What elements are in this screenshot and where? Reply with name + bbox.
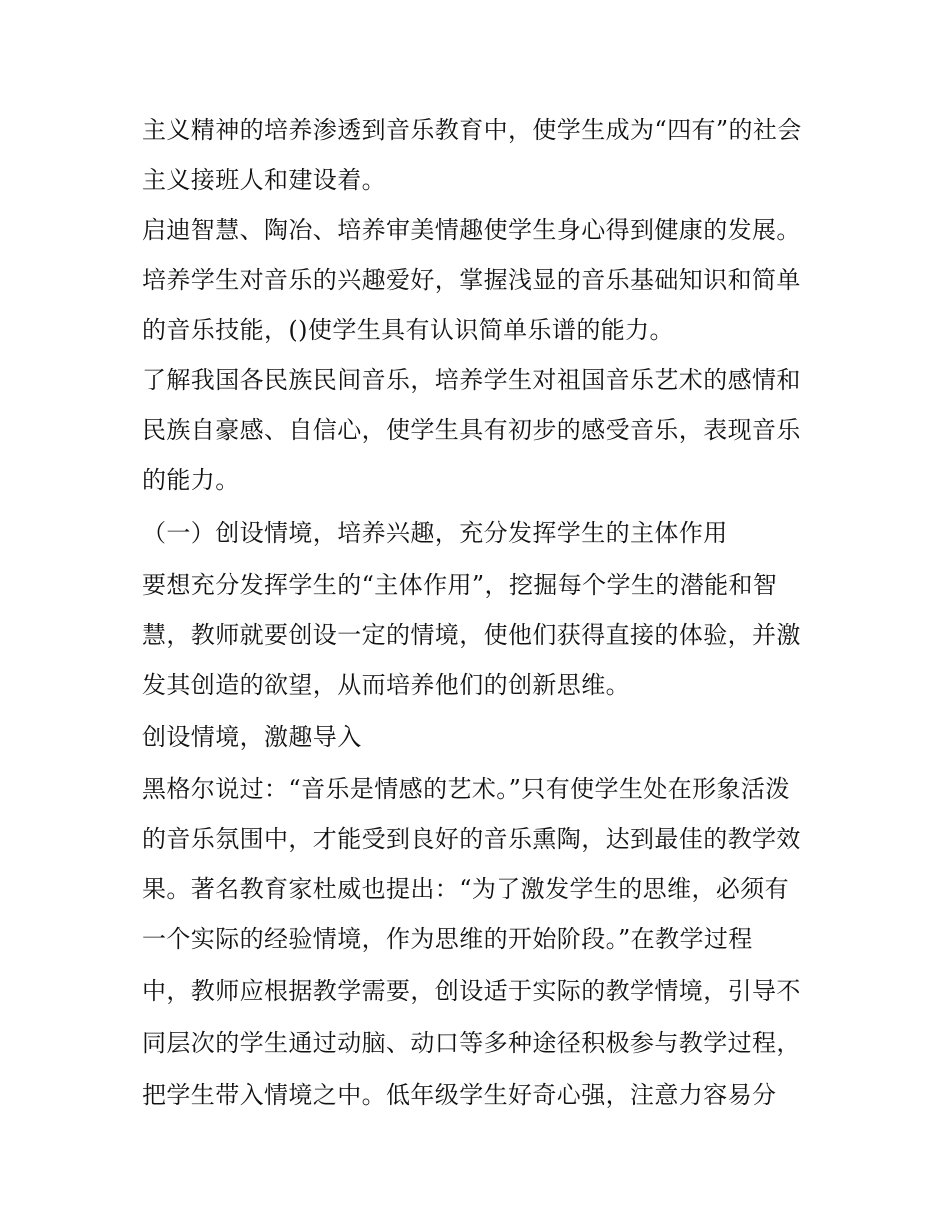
- text-line: 把学生带入情境之中。低年级学生好奇心强，注意力容易分: [142, 1081, 777, 1109]
- text-line: 黑格尔说过：“音乐是情感的艺术。”只有使学生处在形象活泼: [142, 775, 790, 803]
- text-line: 主义精神的培养渗透到音乐教育中，使学生成为“四有”的社会: [142, 116, 802, 144]
- text-line: 的能力。: [142, 466, 240, 494]
- text-line: 要想充分发挥学生的“主体作用”，挖掘每个学生的潜能和智: [142, 571, 778, 599]
- text-line: 果。著名教育家杜威也提出：“为了激发学生的思维，必须有: [142, 875, 790, 903]
- text-line: 慧，教师就要创设一定的情境，使他们获得直接的体验，并激: [142, 621, 801, 649]
- section-heading: （一）创设情境，培养兴趣，充分发挥学生的主体作用: [142, 519, 728, 547]
- text-line: 启迪智慧、陶冶、培养审美情趣使学生身心得到健康的发展。: [142, 216, 801, 244]
- text-line: 一个实际的经验情境，作为思维的开始阶段。”在教学过程: [142, 925, 753, 953]
- text-line: 主义接班人和建设着。: [142, 166, 386, 194]
- text-line: 中，教师应根据教学需要，创设适于实际的教学情境，引导不: [142, 977, 801, 1005]
- text-line: 培养学生对音乐的兴趣爱好，掌握浅显的音乐基础知识和简单: [142, 266, 801, 294]
- text-line: 同层次的学生通过动脑、动口等多种途径积极参与教学过程，: [142, 1029, 801, 1057]
- subheading: 创设情境，激趣导入: [142, 723, 362, 751]
- text-line: 了解我国各民族民间音乐，培养学生对祖国音乐艺术的感情和: [142, 366, 801, 394]
- text-line: 发其创造的欲望，从而培养他们的创新思维。: [142, 671, 630, 699]
- text-line: 的音乐技能，()使学生具有认识简单乐谱的能力。: [142, 316, 674, 344]
- text-line: 的音乐氛围中，才能受到良好的音乐熏陶，达到最佳的教学效: [142, 825, 801, 853]
- text-line: 民族自豪感、自信心，使学生具有初步的感受音乐，表现音乐: [142, 416, 801, 444]
